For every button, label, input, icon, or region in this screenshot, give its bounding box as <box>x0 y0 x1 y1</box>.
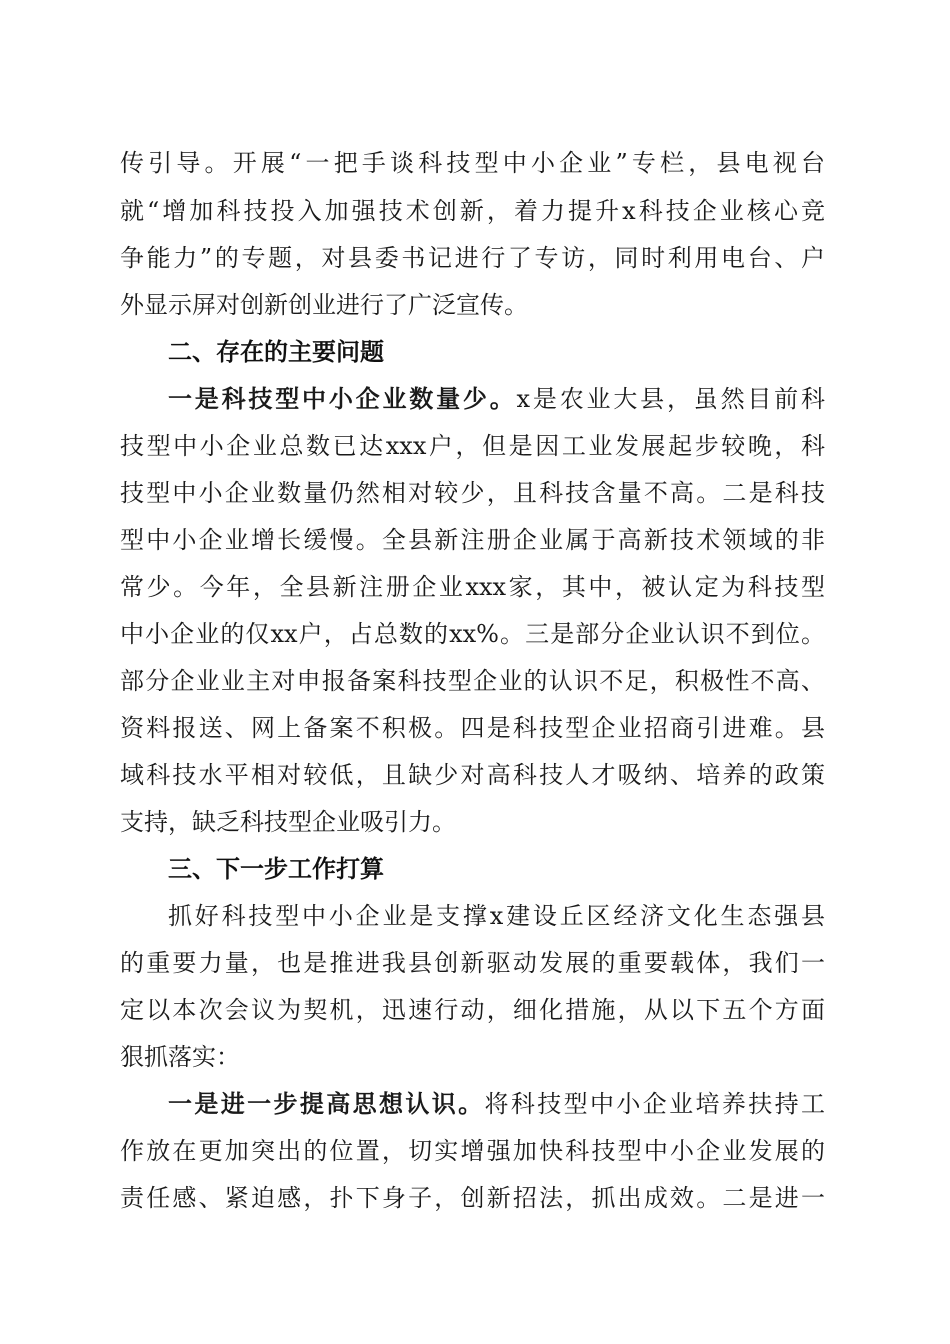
paragraph-line: 中小企业的仅xx户，占总数的xx%。三是部分企业认识不到位。 <box>120 620 825 648</box>
paragraph-line: 技型中小企业总数已达xxx户，但是因工业发展起步较晚，科 <box>120 432 825 460</box>
paragraph-line: 技型中小企业数量仍然相对较少，且科技含量不高。二是科技 <box>120 479 825 507</box>
section-heading: 三、下一步工作打算 <box>168 855 384 883</box>
paragraph-line: 常少。今年，全县新注册企业xxx家，其中，被认定为科技型 <box>120 573 825 601</box>
paragraph-line: 作放在更加突出的位置，切实增强加快科技型中小企业发展的 <box>120 1137 825 1165</box>
paragraph-line: 就“增加科技投入加强技术创新，着力提升x科技企业核心竞 <box>120 197 825 225</box>
paragraph-line: 的重要力量，也是推进我县创新驱动发展的重要载体，我们一 <box>120 949 825 977</box>
bold-lead: 一是科技型中小企业数量少。 <box>168 385 517 413</box>
paragraph-line: 定以本次会议为契机，迅速行动，细化措施，从以下五个方面 <box>120 996 825 1024</box>
paragraph-line: 狠抓落实： <box>120 1043 240 1071</box>
paragraph-line: 域科技水平相对较低，且缺少对高科技人才吸纳、培养的政策 <box>120 761 825 789</box>
paragraph-line: 支持，缺乏科技型企业吸引力。 <box>120 808 456 836</box>
paragraph-line: 责任感、紧迫感，扑下身子，创新招法，抓出成效。二是进一 <box>120 1184 825 1212</box>
paragraph-line: 资料报送、网上备案不积极。四是科技型企业招商引进难。县 <box>120 714 825 742</box>
paragraph-line: 部分企业业主对申报备案科技型企业的认识不足，积极性不高、 <box>120 667 825 695</box>
paragraph-line <box>168 377 825 421</box>
paragraph-line: 争能力”的专题，对县委书记进行了专访，同时利用电台、户 <box>120 244 825 272</box>
section-heading: 二、存在的主要问题 <box>168 338 384 366</box>
paragraph-line: 型中小企业增长缓慢。全县新注册企业属于高新技术领域的非 <box>120 526 825 554</box>
paragraph-line: 传引导。开展“一把手谈科技型中小企业”专栏，县电视台 <box>120 149 825 177</box>
bold-lead: 一是进一步提高思想认识。 <box>168 1090 485 1118</box>
paragraph-line <box>168 1082 825 1126</box>
lead-rest: x是农业大县，虽然目前科 <box>516 385 825 413</box>
lead-rest: 将科技型中小企业培养扶持工 <box>484 1090 825 1118</box>
paragraph-line: 抓好科技型中小企业是支撑x建设丘区经济文化生态强县 <box>168 902 825 930</box>
paragraph-line: 外显示屏对创新创业进行了广泛宣传。 <box>120 291 528 319</box>
